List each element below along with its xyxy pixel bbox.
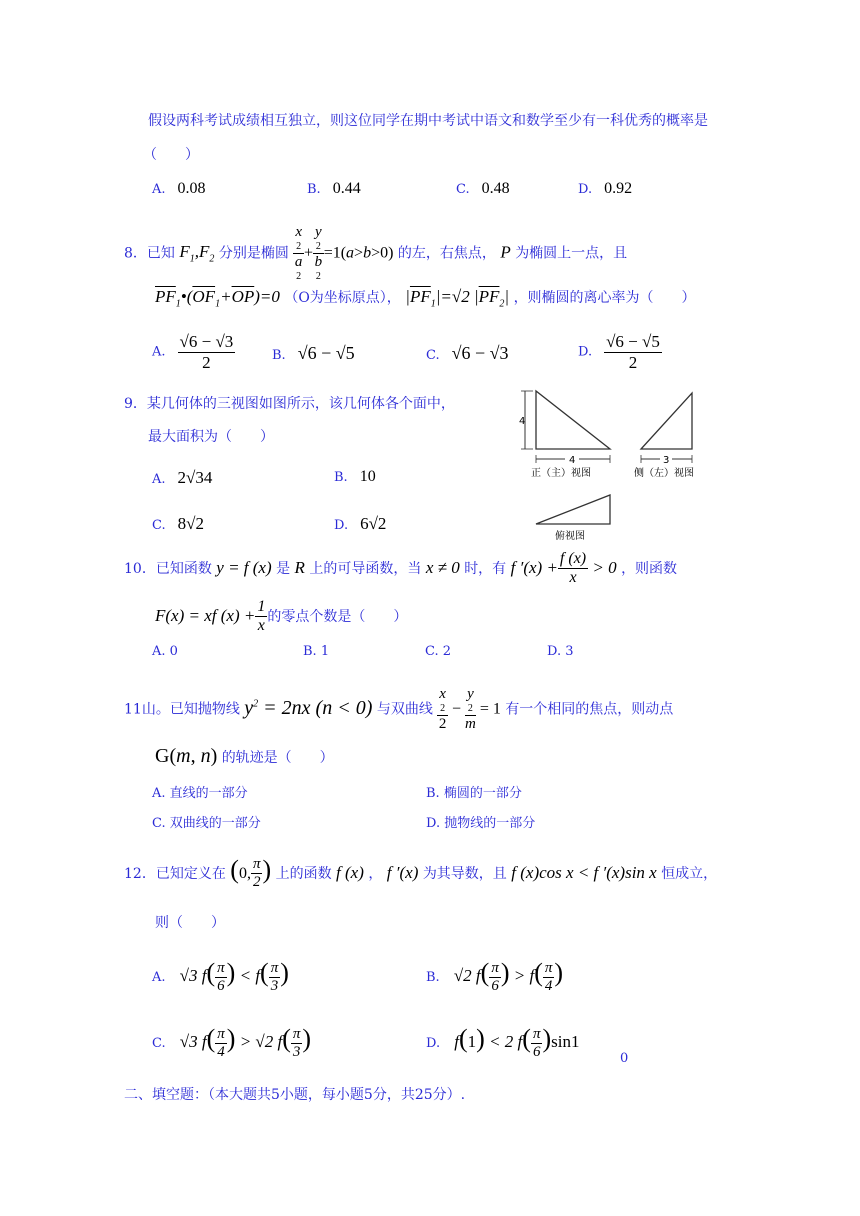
q8-option-a: A. $\frac{√6 - √3}{2}$ xyxy=(152,332,234,372)
front-view-triangle xyxy=(536,391,610,449)
q9-line2: 最大面积为（ ） xyxy=(148,429,274,445)
q12-line2: 则（ ） xyxy=(155,915,225,931)
q7-option-c: C. 0.48 xyxy=(456,180,510,197)
q12-option-c: C. √3 f( $\frac{\pi}{4}$ ) > √2 f( $\frac{\pi}{3}$ ) xyxy=(152,1024,312,1060)
q12-line1: 12．已知定义在 (0, $\frac{\pi}{2}$ ) 上的函数 f (x) ， f ′(x) 为其导数，且 f (x)cos x < f ′(x)sin x 恒成立， xyxy=(124,854,718,891)
q7-option-d: D. 0.92 xyxy=(578,180,633,197)
q8-line2: $\overline{PF}_1•(\overline{OF}_1+\overline{OP})=0$ （O为坐标原点）， $|\overline{PF}_1|=√2$ $|\overline{PF}_2|$ ，则椭圆的离心率为（ ） xyxy=(155,287,696,310)
q11-line1: 11山。已知抛物线 $y^2 = 2nx$ (n < 0) 与双曲线 x 2 2 − y 2 m = 1 有一个相同的焦点，则动点 xyxy=(124,686,674,732)
q12-option-a: A. √3 f( $\frac{\pi}{6}$ ) < f( $\frac{\pi}{3}$ ) xyxy=(152,958,289,994)
side-width-dim: 3 xyxy=(663,455,670,466)
q7-paren: （ ） xyxy=(143,147,199,163)
q7-option-a: A. 0.08 xyxy=(152,180,206,197)
q8-option-b: B. √6 − √5 xyxy=(272,343,355,363)
q10-option-b: B. 1 xyxy=(303,644,330,659)
section2-title: 二、填空题：（本大题共5小题，每小题5分，共25分）. xyxy=(124,1087,466,1103)
q7-text: 假设两科考试成绩相互独立，则这位同学在期中考试中语文和数学至少有一科优秀的概率是 xyxy=(148,113,708,129)
q9-option-b: B. 10 xyxy=(334,468,376,485)
top-view-label: 俯视图 xyxy=(555,531,585,542)
q11-option-a: A. 直线的一部分 xyxy=(152,786,248,801)
q11-option-b: B. 椭圆的一部分 xyxy=(426,786,522,801)
q9-line1: 9．某几何体的三视图如图所示，该几何体各个面中， xyxy=(124,396,455,412)
q12-option-b: B. √2 f( $\frac{\pi}{6}$ ) > f( $\frac{\pi}{4}$ ) xyxy=(426,958,564,994)
three-view-figure xyxy=(515,385,720,545)
q8-option-c: C. √6 − √3 xyxy=(426,343,509,363)
top-view-triangle xyxy=(536,495,610,524)
side-view-triangle xyxy=(641,393,692,449)
q11-option-c: C. 双曲线的一部分 xyxy=(152,816,261,831)
q10-option-a: A. 0 xyxy=(152,644,178,659)
q10-line2: F(x) = xf (x) + $\frac{1}{x}$ 的零点个数是（ ） xyxy=(155,598,408,635)
q10-option-c: C. 2 xyxy=(425,644,452,659)
side-view-label: 侧（左）视图 xyxy=(634,468,694,479)
q9-option-c: C. 8√2 xyxy=(152,514,204,533)
q7-option-b: B. 0.44 xyxy=(307,180,361,197)
front-width-dim: 4 xyxy=(569,455,576,466)
front-height-dim: 4 xyxy=(519,416,526,427)
q11-line2: G(m, n) 的轨迹是（ ） xyxy=(155,745,334,767)
q12-option-d: D. f(1) < 2 f( $\frac{\pi}{6}$ )sin1 xyxy=(426,1024,580,1060)
stray-mark: 0 xyxy=(620,1051,629,1066)
q11-option-d: D. 抛物线的一部分 xyxy=(426,816,536,831)
q9-option-a: A. 2√34 xyxy=(152,468,213,487)
q9-option-d: D. 6√2 xyxy=(334,514,387,533)
q10-option-d: D. 3 xyxy=(547,644,574,659)
q8-option-d: D. $\frac{√6 - √5}{2}$ xyxy=(578,332,660,372)
q8-line1: 8．已知 $F_1,F_2$ 分别是椭圆 x 2 a 2 + y 2 b 2 =1(a>b>0) 的左，右焦点， P 为椭圆上一点，且 xyxy=(124,224,628,282)
q10-line1: 10．已知函数 y = f (x) 是 R 上的可导函数，当 x ≠ 0 时，有 f ′(x) + $\frac{f (x)}{x}$ > 0 ，则函数 xyxy=(124,550,678,587)
front-view-label: 正（主）视图 xyxy=(531,468,591,479)
